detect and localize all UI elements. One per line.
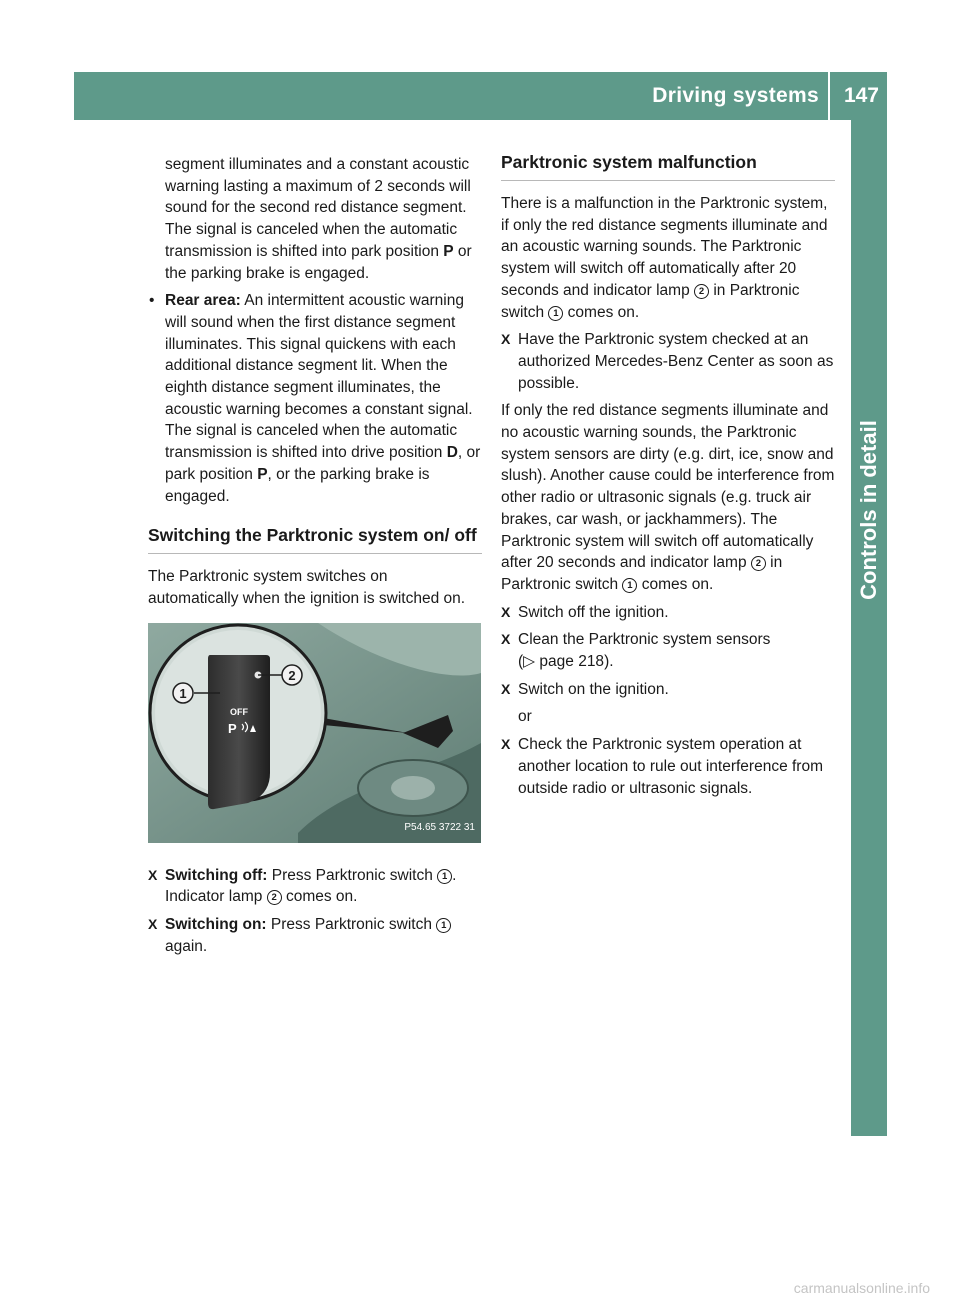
right-column xyxy=(501,150,835,799)
callout-1-icon: 1 xyxy=(622,578,637,593)
step-switch-off-ignition: X Switch off the ignition. xyxy=(501,602,835,624)
parktronic-switch-figure xyxy=(148,623,481,843)
section-heading-malfunction: Parktronic system malfunction xyxy=(501,150,835,181)
step-have-checked: X Have the Parktronic system checked at an authorized Mercedes-Benz Center as soon as possible. xyxy=(501,331,834,392)
step-arrow-icon: X xyxy=(501,603,511,620)
callout-1-label: 1 xyxy=(179,685,187,701)
header-divider xyxy=(828,72,830,120)
footer-watermark: carmanualsonline.info xyxy=(793,1280,930,1296)
rear-area-bullet: • Rear area: An intermittent acoustic warning will sound when the first distance segment illuminates. This signal quickens with each additional distance segment lit. When the eighth distance segment illuminates, the acoustic warning becomes a constant signal. The signal is canceled when the automatic transmission is shifted into drive position D, or park position P, or the parking brake is engaged. xyxy=(149,292,481,505)
section-heading-switching: Switching the Parktronic system on/ off xyxy=(148,523,482,554)
figure-illustration xyxy=(148,623,481,843)
page-number: 147 xyxy=(843,84,879,107)
left-column xyxy=(148,154,482,957)
callout-1-icon: 1 xyxy=(436,918,451,933)
step-arrow-icon: X xyxy=(501,631,511,648)
or-text: or xyxy=(518,708,532,726)
switching-paragraph: The Parktronic system switches on automatically when the ignition is switched on. xyxy=(148,568,466,607)
malfunction-paragraph-1: There is a malfunction in the Parktronic system, if only the red distance segments illuminate and an acoustic warning sounds. The Parktronic system will switch off automatically after 20 seconds and indicator lamp 2 in Parktronic switch 1 comes on. xyxy=(501,195,828,321)
malfunction-paragraph-2: If only the red distance segments illuminate and no acoustic warning sounds, the Parktronic system sensors are dirty (e.g. dirt, ice, snow and slush). Another cause could be interference from other radio or ultrasonic signals (e.g. truck air brakes, car wash, or jackhammers). The Parktronic system will switch off automatically after 20 seconds and indicator lamp 2 in Parktronic switch 1 comes on. xyxy=(501,402,835,593)
callout-2-label: 2 xyxy=(288,667,296,683)
section-title: Driving systems xyxy=(652,84,819,107)
step-arrow-icon: X xyxy=(148,916,158,933)
intro-paragraph: segment illuminates and a constant acoustic warning lasting a maximum of 2 seconds will sound for the second red distance segment. The signal is canceled when the automatic transmission is shifted into park position P or the parking brake is engaged. xyxy=(165,156,472,282)
step-arrow-icon: X xyxy=(148,866,158,883)
step-arrow-icon: X xyxy=(501,680,511,697)
callout-2-icon: 2 xyxy=(751,556,766,571)
page-ref-arrow-icon: ▷ xyxy=(523,653,536,671)
step-clean-sensors: X Clean the Parktronic system sensors (▷ page 218). xyxy=(501,631,771,671)
callout-1-icon: 1 xyxy=(437,869,452,884)
step-check-operation: X Check the Parktronic system operation at another location to rule out interference from outside radio or ultrasonic signals. xyxy=(501,736,824,797)
callout-2-icon: 2 xyxy=(694,284,709,299)
step-switching-off: X Switching off: Press Parktronic switch 1 . Indicator lamp 2 comes on. xyxy=(148,866,457,906)
side-tab-label: Controls in detail xyxy=(856,420,881,600)
image-code: P54.65 3722 31 xyxy=(404,821,475,833)
step-arrow-icon: X xyxy=(501,331,511,348)
bullet-icon: • xyxy=(149,292,155,310)
callout-1-icon: 1 xyxy=(548,306,563,321)
step-arrow-icon: X xyxy=(501,736,511,753)
header-bar xyxy=(74,72,887,120)
page-reference-link[interactable]: page 218 xyxy=(539,653,605,671)
callout-2-icon: 2 xyxy=(267,890,282,905)
step-switching-on: X Switching on: Press Parktronic switch 1 again. xyxy=(148,914,482,957)
switch-p-text: P xyxy=(228,720,237,736)
switch-off-text: OFF xyxy=(230,706,248,717)
side-tab-bar xyxy=(851,120,887,1136)
step-switch-on-ignition: X Switch on the ignition. xyxy=(501,679,835,701)
